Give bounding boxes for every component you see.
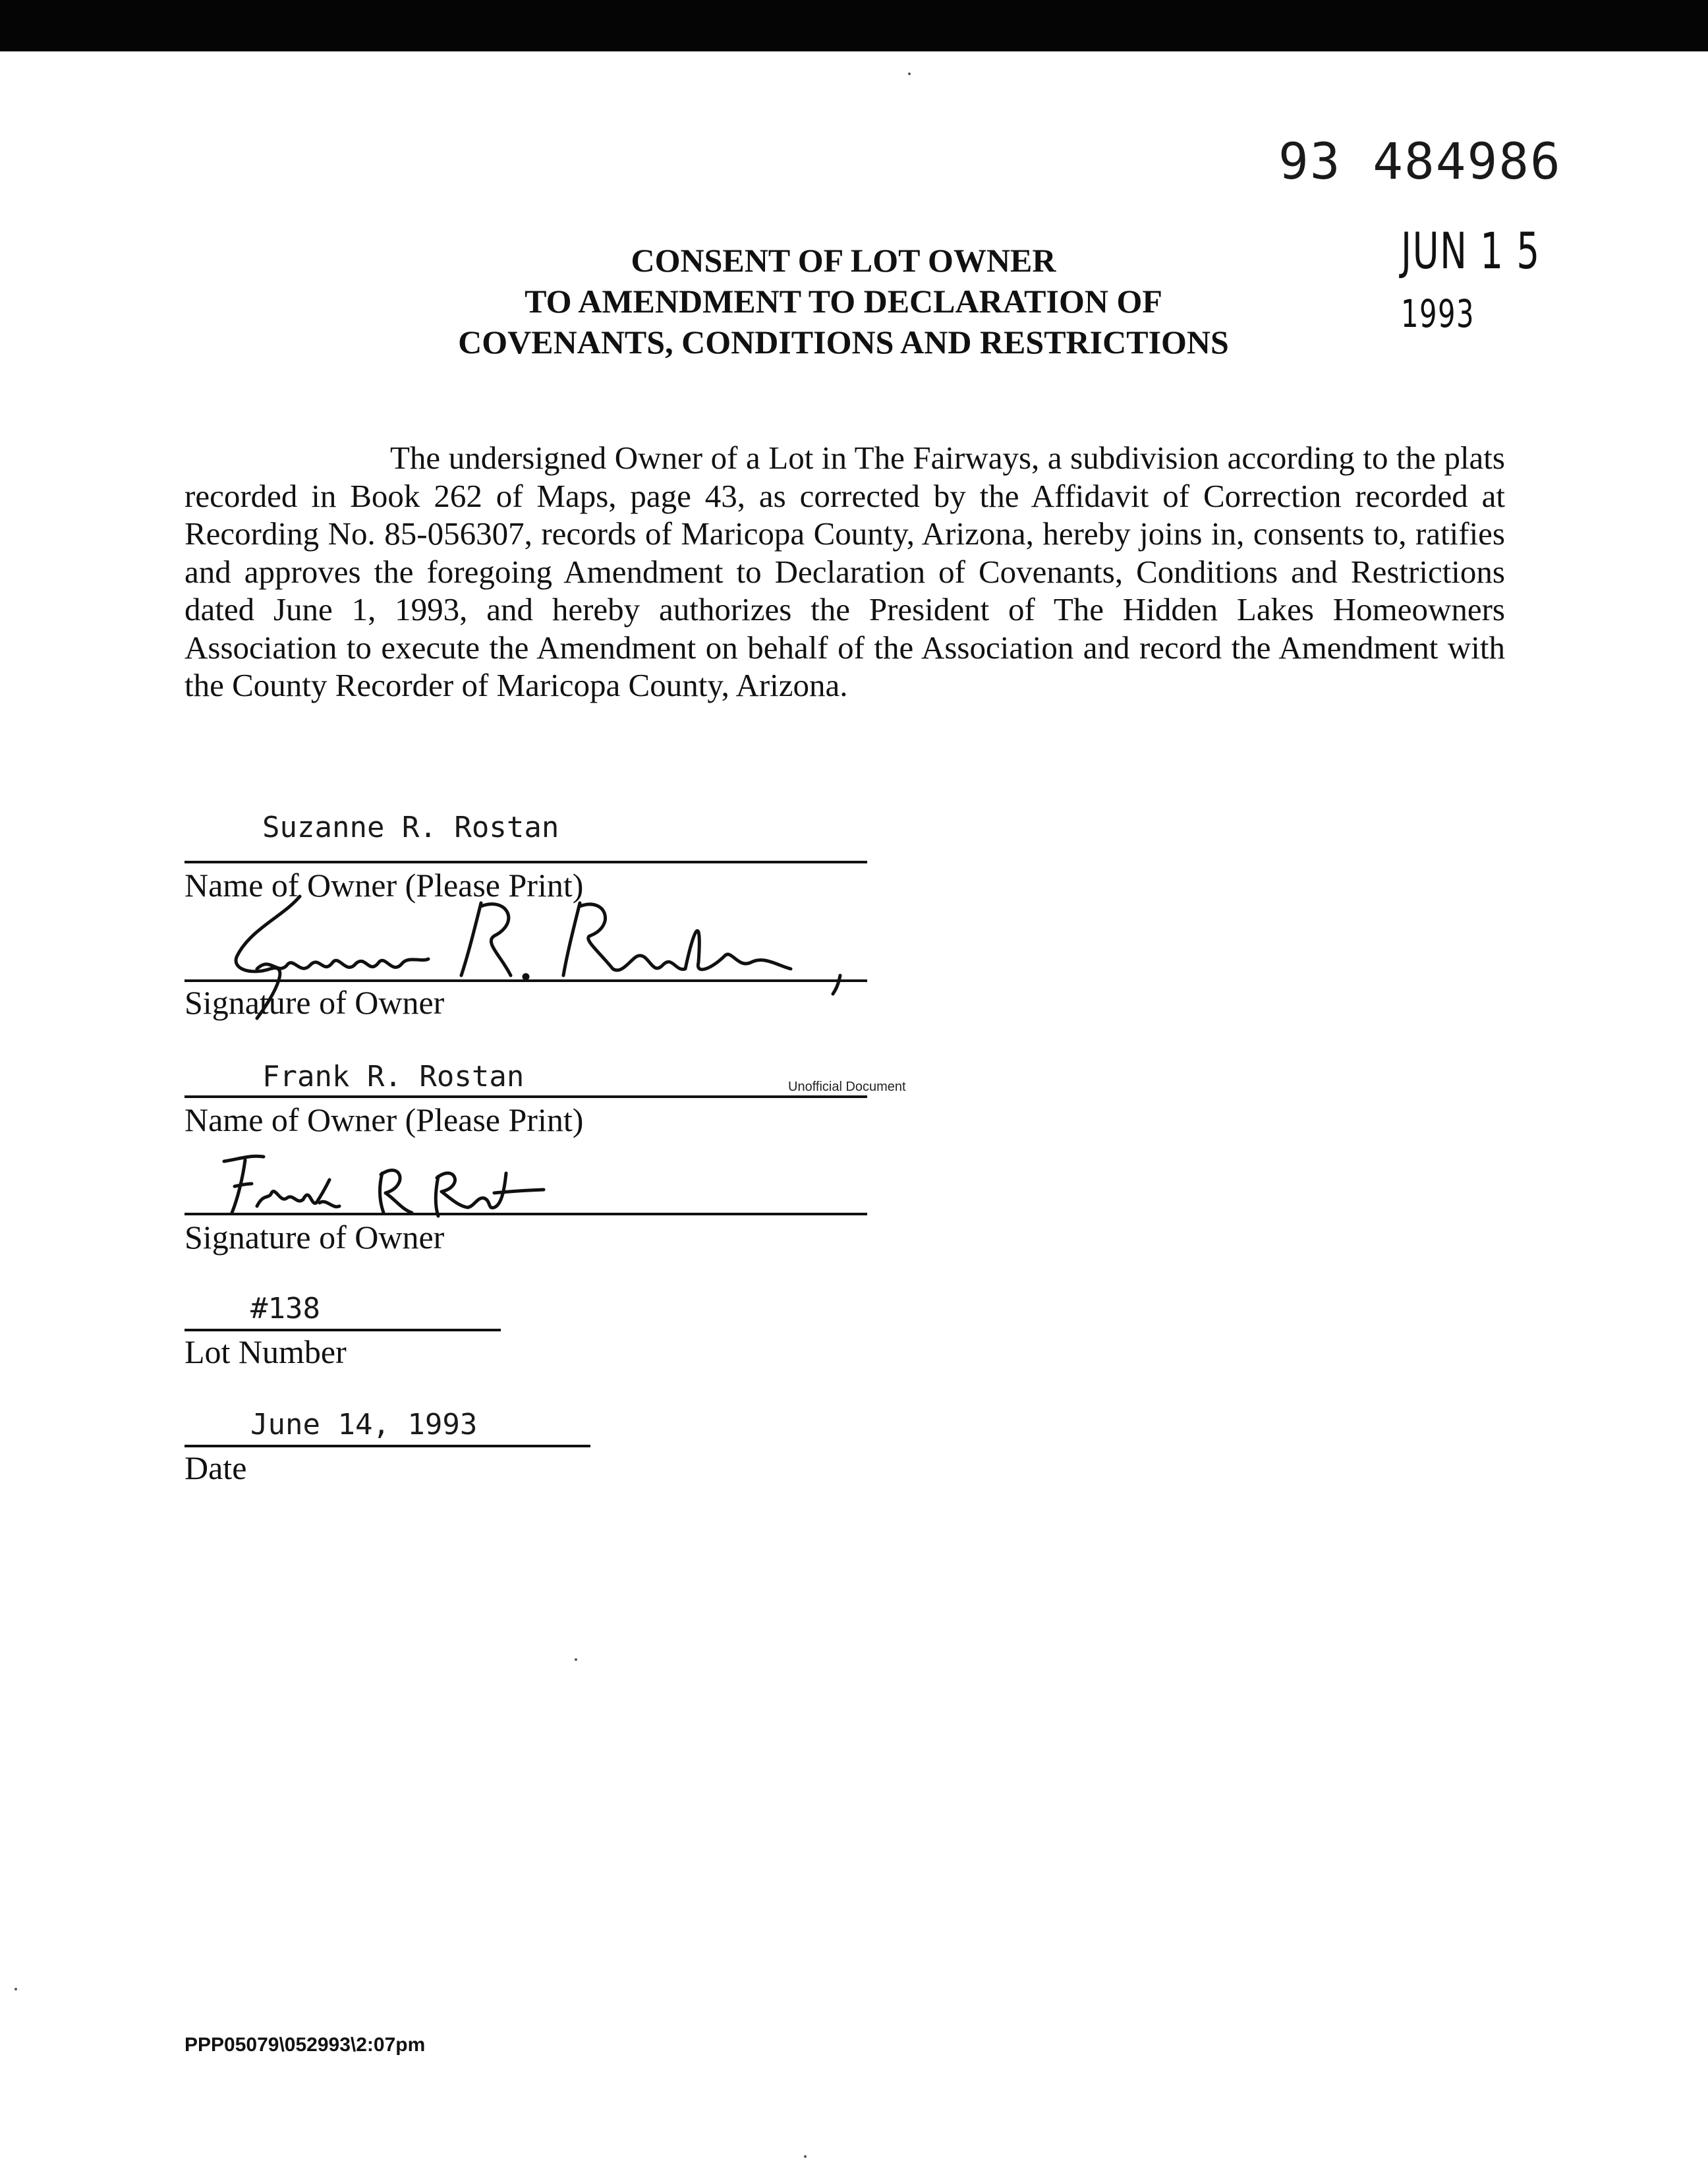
owner2-name-line <box>185 1095 867 1098</box>
owner1-name-label: Name of Owner (Please Print) <box>185 867 584 904</box>
lot-number-value: #138 <box>250 1292 320 1325</box>
owner1-name-line <box>185 861 867 863</box>
scan-speck <box>14 1988 17 1990</box>
owner2-signature-label: Signature of Owner <box>185 1219 445 1256</box>
consent-paragraph: The undersigned Owner of a Lot in The Fairways, a subdivision according to the plats recorded in Book 262 of Maps, page 43, as corrected by the Affidavit of Correction recorded at Recording No. 85-056307, records of Maricopa County, Arizona, hereby joins in, consents to, ratifies and approves the foregoing Amendment to Declaration of Covenants, Conditions and Restrictions dated June 1, 1993, and hereby authorizes the President of The Hidden Lakes Homeowners Association to execute the Amendment on behalf of the Association and record the Amendment with the County Recorder of Maricopa County, Arizona. <box>185 440 1505 703</box>
document-file-code: PPP05079\052993\2:07pm <box>185 2034 426 2056</box>
scan-speck <box>575 1658 577 1661</box>
owner1-name-value: Suzanne R. Rostan <box>262 811 559 844</box>
date-line <box>185 1445 590 1447</box>
date-value: June 14, 1993 <box>250 1408 478 1441</box>
title-line-3: COVENANTS, CONDITIONS AND RESTRICTIONS <box>458 324 1229 361</box>
recording-date-year: 1993 <box>1401 291 1475 336</box>
title-line-2: TO AMENDMENT TO DECLARATION OF <box>525 283 1162 320</box>
scan-speck <box>804 2155 807 2158</box>
owner2-name-label: Name of Owner (Please Print) <box>185 1101 584 1138</box>
owner1-signature-label: Signature of Owner <box>185 984 445 1021</box>
document-title <box>369 240 1318 362</box>
scan-top-border <box>0 0 1708 51</box>
owner1-handwritten-signature <box>211 877 857 1035</box>
date-label: Date <box>185 1449 247 1486</box>
unofficial-document-watermark: Unofficial Document <box>788 1080 906 1094</box>
scan-speck <box>908 72 911 75</box>
lot-number-label: Lot Number <box>185 1333 347 1370</box>
owner2-name-value: Frank R. Rostan <box>262 1060 525 1093</box>
owner2-handwritten-signature <box>211 1147 606 1219</box>
recording-number-stamp: 93 484986 <box>1278 132 1562 190</box>
title-line-1: CONSENT OF LOT OWNER <box>631 242 1056 279</box>
lot-number-line <box>185 1329 501 1331</box>
recording-date-stamp <box>1401 221 1622 339</box>
recording-date-main: JUN 1 5 <box>1401 221 1541 280</box>
